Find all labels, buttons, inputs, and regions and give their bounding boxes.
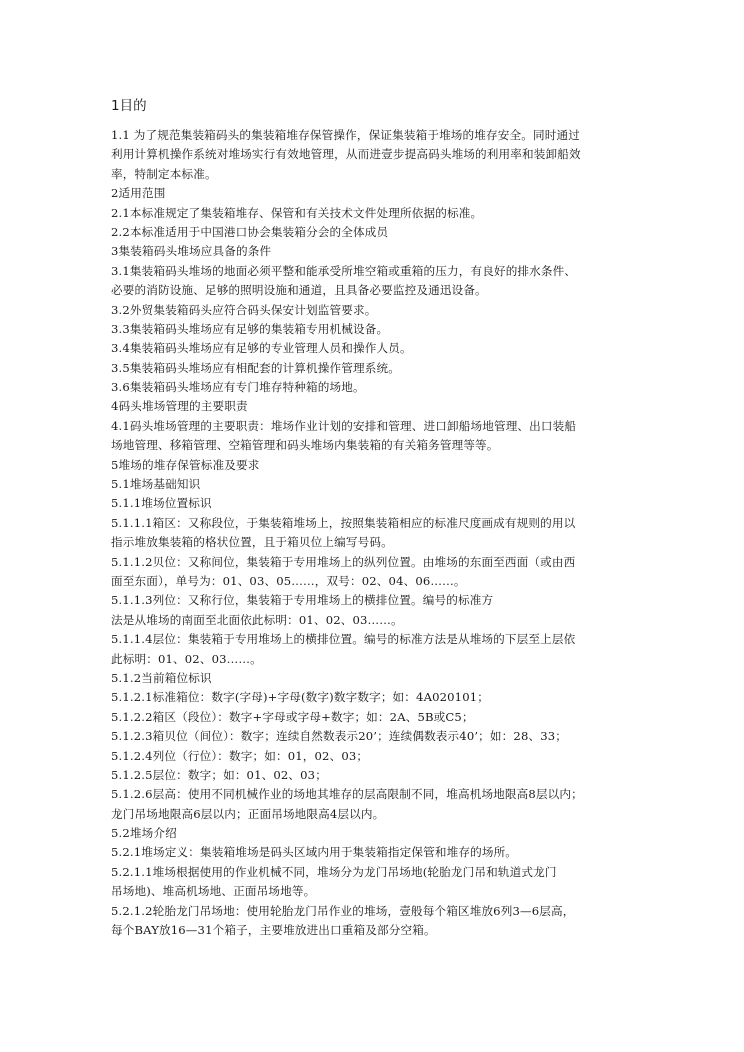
text-line: 5.1.1.2贝位：又称间位，集装箱于专用堆场上的纵列位置。由堆场的东面至西面（或由西 — [111, 554, 576, 569]
text-line: 必要的消防设施、足够的照明设施和通道，且具备必要监控及通迅设备。 — [111, 283, 487, 298]
text-line: 5.1.2.1标准箱位：数字(字母)+字母(数字)数字数字；如：4A020101； — [111, 690, 489, 705]
text-line: 利用计算机操作系统对堆场实行有效地管理，从而进壹步提高码头堆场的利用率和装卸船效 — [111, 147, 581, 162]
text-line: 率，特制定本标准。 — [111, 166, 217, 181]
section-heading: 1目的 — [111, 98, 147, 114]
text-line: 2.2本标准适用于中国港口协会集装箱分会的全体成员 — [111, 224, 389, 239]
text-line: 5.2.1堆场定义：集装箱堆场是码头区域内用于集装箱指定保管和堆存的场所。 — [111, 845, 518, 860]
text-line: 5.1.2.6层高：使用不同机械作业的场地其堆存的层高限制不同，堆高机场地限高8层以内； — [111, 787, 583, 802]
text-line: 指示堆放集装箱的格状位置，且于箱贝位上编写号码。 — [111, 535, 393, 550]
text-line: 5.1.2.2箱区（段位）：数字+字母或字母+数字；如：2A、5B或C5； — [111, 709, 474, 724]
text-line: 5.1堆场基础知识 — [111, 477, 201, 492]
text-line: 5.1.2.5层位：数字；如：01、02、03； — [111, 767, 327, 782]
text-line: 3集装箱码头堆场应具备的条件 — [111, 244, 272, 259]
text-line: 面至东面），单号为：01、03、05……，双号：02、04、06……。 — [111, 573, 466, 588]
text-line: 3.5集装箱码头堆场应有相配套的计算机操作管理系统。 — [111, 360, 400, 375]
text-line: 3.3集装箱码头堆场应有足够的集装箱专用机械设备。 — [111, 321, 389, 336]
text-line: 场地管理、移箱管理、空箱管理和码头堆场内集装箱的有关箱务管理等等。 — [111, 438, 499, 453]
text-line: 龙门吊场地限高6层以内；正面吊场地限高4层以内。 — [111, 806, 385, 821]
text-line: 5.2堆场介绍 — [111, 826, 177, 841]
text-line: 1.1 为了规范集装箱码头的集装箱堆存保管操作，保证集装箱于堆场的堆存安全。同时通过 — [111, 128, 580, 142]
text-line: 3.6集装箱码头堆场应有专门堆存特种箱的场地。 — [111, 380, 365, 395]
text-line: 5.1.2.3箱贝位（间位）：数字；连续自然数表示20’；连续偶数表示40’；如：28、33； — [111, 729, 568, 744]
text-line: 3.2外贸集装箱码头应符合码头保安计划监管要求。 — [111, 302, 377, 317]
text-line: 5.1.1堆场位置标识 — [111, 496, 212, 511]
text-line: 4.1码头堆场管理的主要职责：堆场作业计划的安排和管理、进口卸船场地管理、出口装船 — [111, 418, 577, 433]
text-line: 5.1.2当前箱位标识 — [111, 670, 212, 685]
text-line: 5.1.2.4列位（行位）：数字；如：01，02、03； — [111, 748, 369, 763]
text-line: 吊场地)、堆高机场地、正面吊场地等。 — [111, 884, 316, 899]
text-line: 3.1集装箱码头堆场的地面必须平整和能承受所堆空箱或重箱的压力，有良好的排水条件、 — [111, 263, 577, 278]
text-line: 3.4集装箱码头堆场应有足够的专业管理人员和操作人员。 — [111, 341, 412, 356]
text-line: 4码头堆场管理的主要职责 — [111, 399, 248, 414]
text-line: 此标明：01、02、03……。 — [111, 651, 262, 666]
text-line: 5.2.1.2轮胎龙门吊场地：使用轮胎龙门吊作业的堆场，壹般每个箱区堆放6列3—6层高， — [111, 903, 575, 918]
text-line: 5.2.1.1堆场根据使用的作业机械不同，堆场分为龙门吊场地(轮胎龙门吊和轨道式龙门 — [111, 864, 557, 879]
text-line: 法是从堆场的南面至北面依此标明：01、02、03……。 — [111, 612, 403, 627]
text-line: 5.1.1.1箱区：又称段位，于集装箱堆场上，按照集装箱相应的标准尺度画成有规则的用以 — [111, 515, 576, 530]
text-line: 5.1.1.3列位：又称行位，集装箱于专用堆场上的横排位置。编号的标准方 — [111, 593, 494, 608]
text-line: 5堆场的堆存保管标准及要求 — [111, 457, 260, 472]
document-body — [111, 126, 671, 940]
text-line: 5.1.1.4层位：集装箱于专用堆场上的横排位置。编号的标准方法是从堆场的下层至上层依 — [111, 632, 576, 647]
text-line: 2.1本标准规定了集装箱堆存、保管和有关技术文件处理所依据的标准。 — [111, 205, 483, 220]
text-line: 2适用范围 — [111, 186, 166, 201]
text-line: 每个BAY放16—31个箱子，主要堆放进出口重箱及部分空箱。 — [111, 923, 436, 938]
